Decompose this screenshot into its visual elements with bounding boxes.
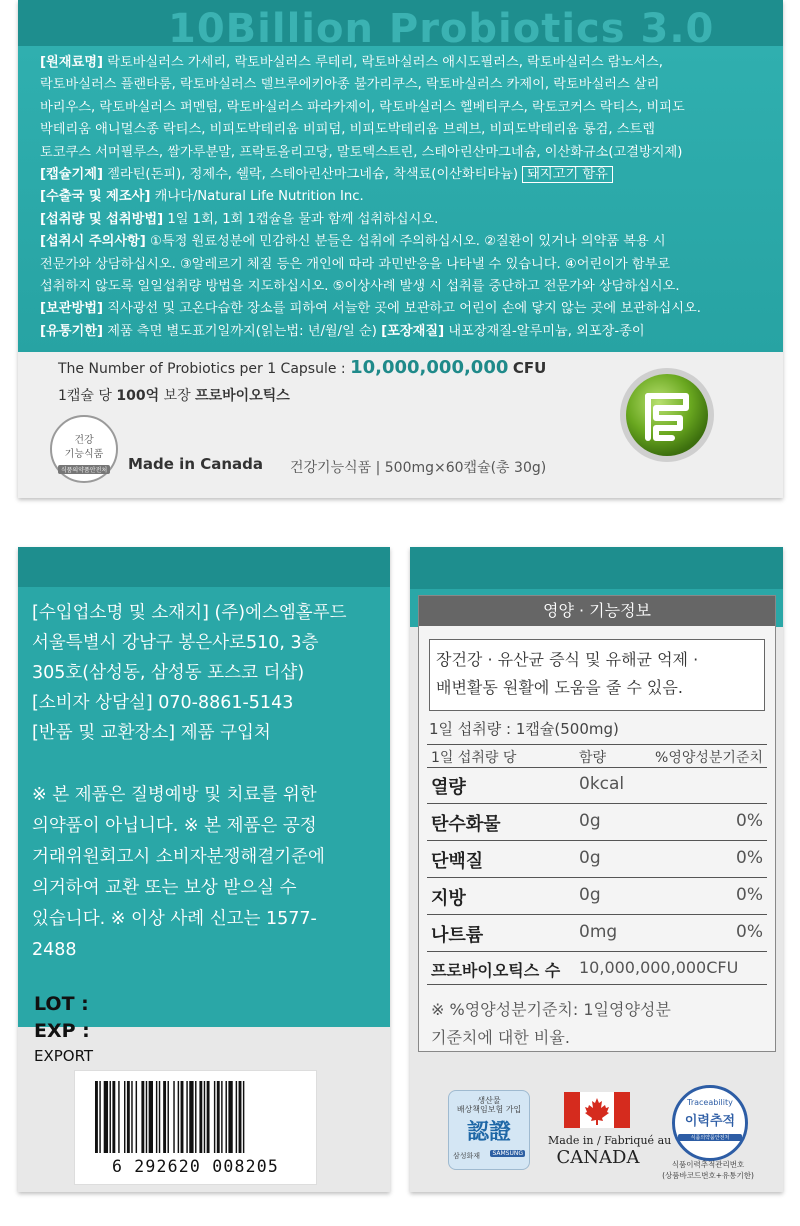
raw-line-3: 바리우스, 락토바실러스 퍼멘텀, 락토바실러스 파라카제이, 락토바실러스 헬베티쿠스, 락토코커스 락티스, 비피도 — [40, 99, 685, 115]
importer-side-panel — [18, 547, 390, 1192]
package-info: 건강기능식품 | 500mg×60캡슐(총 30g) — [290, 460, 547, 476]
table-header-row — [427, 744, 767, 768]
barcode — [74, 1070, 317, 1185]
raw-line-2: 락토바실러스 플랜타룸, 락토바실러스 델브루에키아종 불가리쿠스, 락토바실러스 카제이, 락토바실러스 살리 — [40, 77, 660, 93]
caution-line-3: 섭취하지 않도록 일일섭취량 방법을 지도하십시오. ⑤이상사례 발생 시 섭취를 중단하고 전문가와 상담하십시오. — [40, 279, 680, 295]
insurance-main: 認證 — [466, 1120, 511, 1145]
packaging-text: 내포장재질-알루미늄, 외포장-종이 — [448, 323, 645, 339]
footnote — [431, 996, 765, 1052]
expiry-label: [유통기한] — [40, 323, 104, 339]
storage-text: 직사광선 및 고온다습한 장소를 피하여 서늘한 곳에 보관하고 어린이 손에 닿지 않는 곳에 보관하십시오. — [107, 301, 701, 317]
storage-label: [보관방법] — [40, 301, 104, 317]
origin-text: 캐나다/Natural Life Nutrition Inc. — [154, 189, 364, 205]
badge-line-2: 기능식품 — [64, 449, 104, 460]
intestine-icon — [618, 366, 716, 464]
row-name: 탄수화물 — [431, 814, 501, 835]
table-row — [427, 915, 767, 952]
footnote-line-2: 기준치에 대한 비율. — [431, 1028, 570, 1047]
badge-line-3: 식품의약품안전처 — [58, 465, 110, 474]
function-claim — [436, 646, 760, 702]
caution-line-2: 전문가와 상담하십시오. ③알레르기 체질 등은 개인에 따라 과민반응을 나타낼 수 있습니다. ④어린이가 함부로 — [40, 256, 671, 272]
kr-cfu-pre: 1캡슐 당 — [58, 388, 112, 404]
table-row — [427, 767, 767, 804]
row-percent: 0% — [736, 811, 763, 831]
caution-label: [섭취시 주의사항] — [40, 234, 146, 250]
address-line-1: 서울특별시 강남구 봉은사로510, 3층 — [32, 633, 319, 653]
cfu-statement — [58, 357, 546, 378]
header-per-day: 1일 섭취량 당 — [431, 750, 517, 766]
row-amount: 0kcal — [579, 774, 625, 794]
korean-cfu-statement — [58, 385, 290, 405]
intake-text: 1일 1회, 1회 1캡슐을 물과 함께 섭취하십시오. — [167, 211, 439, 227]
ingredients-block — [40, 52, 770, 343]
cfu-value: 10,000,000,000 — [350, 357, 509, 378]
top-title-band — [18, 0, 783, 46]
intake-label: [섭취량 및 섭취방법] — [40, 211, 164, 227]
function-line-2: 배변활동 원활에 도움을 줄 수 있음. — [436, 678, 683, 697]
notice-line-6: 2488 — [32, 940, 77, 960]
probiotic-amount: 10,000,000,000CFU — [579, 958, 739, 977]
row-amount: 0g — [579, 811, 601, 831]
pork-notice: 돼지고기 함유 — [522, 166, 613, 183]
export-label: EXPORT — [34, 1047, 94, 1065]
nutrition-header: 영양 · 기능정보 — [419, 596, 775, 626]
trace-en: Traceability — [687, 1098, 733, 1107]
notice-line-4: 의거하여 교환 또는 보상 받으실 수 — [32, 878, 297, 898]
packaging-label: [포장재질] — [381, 323, 445, 339]
probiotic-name: 프로바이오틱스 수 — [431, 961, 561, 980]
kr-cfu-mid: 보장 — [163, 388, 191, 404]
serving-size: 1일 섭취량 : 1캡슐(500mg) — [429, 720, 619, 738]
footnote-line-1: ※ %영양성분기준치: 1일영양성분 — [431, 1000, 671, 1019]
lot-label: LOT : — [34, 993, 89, 1015]
address-line-2: 305호(삼성동, 삼성동 포스코 더샵) — [32, 663, 305, 683]
row-amount: 0g — [579, 885, 601, 905]
notice-line-5: 있습니다. ※ 이상 사례 신고는 1577- — [32, 909, 317, 929]
nutrition-facts-box — [418, 595, 776, 1052]
header-percent: %영양성분기준치 — [655, 750, 763, 766]
row-amount: 0g — [579, 848, 601, 868]
right-top-band — [410, 547, 783, 589]
traceability-badge-icon — [672, 1085, 748, 1161]
importer-name: (주)에스엠홀푸드 — [214, 603, 347, 623]
insurance-right: SAMSUNG — [492, 1150, 523, 1157]
trace-kr: 이력추적 — [684, 1114, 736, 1129]
raw-line-1: 락토바실러스 가세리, 락토바실러스 루테리, 락토바실러스 애시도필러스, 락토바실러스 람노서스, — [107, 55, 663, 70]
raw-line-4: 박테리움 애니멀스종 락티스, 비피도박테리움 비피덤, 비피도박테리움 브레브, 비피도박테리움 롱검, 스트렙 — [40, 122, 656, 138]
band-title: 10Billion Probiotics 3.0 — [168, 6, 715, 46]
kr-cfu-post: 프로바이오틱스 — [195, 388, 290, 404]
cfu-label: The Number of Probiotics per 1 Capsule : — [58, 361, 346, 377]
row-percent: 0% — [736, 885, 763, 905]
origin-label: [수출국 및 제조사] — [40, 189, 151, 205]
header-amount: 함량 — [579, 750, 607, 766]
made-in-canada-line-1: Made in / Fabriqué au — [548, 1134, 672, 1147]
row-amount: 0mg — [579, 922, 618, 942]
raw-label: [원재료명] — [40, 55, 104, 70]
raw-line-5: 토코쿠스 서머필루스, 쌀가루분말, 프락토올리고당, 말토덱스트린, 스테아린산마그네슘, 이산화규소(고결방지제) — [40, 144, 683, 160]
trace-line-2: (상품바코드번호+유통기한) — [662, 1171, 754, 1180]
insurance-top — [449, 1096, 529, 1114]
consumer-phone: 070-8861-5143 — [158, 693, 294, 713]
trace-sub: 식품의약품안전처 — [678, 1134, 742, 1141]
row-percent: 0% — [736, 922, 763, 942]
return-text: 제품 구입처 — [180, 723, 271, 743]
row-name: 나트륨 — [431, 925, 484, 946]
liability-insurance-badge-icon — [448, 1090, 530, 1170]
barcode-number: 6 292620 008205 — [111, 1157, 279, 1176]
left-top-band — [18, 547, 390, 587]
capsule-label: [캡슐기제] — [40, 167, 104, 183]
made-in-label: Made in Canada — [128, 455, 264, 473]
insurance-left: 삼성화재 — [453, 1152, 481, 1160]
badge-line-1: 건강 — [74, 435, 94, 446]
row-name: 지방 — [431, 888, 466, 909]
made-in-canada-line-2: CANADA — [556, 1147, 640, 1168]
nutrition-side-panel — [410, 547, 783, 1192]
capsule-text: 젤라틴(돈피), 정제수, 쉘락, 스테아린산마그네슘, 착색료(이산화티타늄) — [107, 167, 519, 183]
table-row — [427, 804, 767, 841]
expiry-text: 제품 측면 별도표기일까지(읽는법: 년/월/일 순) — [107, 323, 377, 339]
canada-flag-icon — [564, 1092, 630, 1128]
caution-line-1: ①특정 원료성분에 민감하신 분들은 섭취에 주의하십시오. ②질환이 있거나 의약품 복용 시 — [150, 234, 666, 250]
notice-line-3: 거래위원회고시 소비자분쟁해결기준에 — [32, 847, 325, 867]
row-name: 단백질 — [431, 851, 484, 872]
function-claim-box — [429, 639, 765, 711]
kr-cfu-bold: 100억 — [116, 388, 160, 404]
importer-block — [32, 598, 382, 748]
trace-line-1: 식품이력추적관리번호 — [671, 1160, 745, 1169]
function-line-1: 장건강 · 유산균 증식 및 유해균 억제 · — [436, 650, 699, 669]
barcode-bars — [93, 1081, 298, 1153]
insurance-line-1: 생산물 — [477, 1096, 501, 1105]
table-row — [427, 841, 767, 878]
consumer-label: [소비자 상담실] — [32, 693, 153, 713]
table-row — [427, 878, 767, 915]
notice-line-1: ※ 본 제품은 질병예방 및 치료를 위한 — [32, 785, 317, 805]
row-percent: 0% — [736, 848, 763, 868]
return-label: [반품 및 교환장소] — [32, 723, 176, 743]
product-label-top-panel — [18, 0, 783, 498]
probiotic-row — [427, 952, 767, 985]
row-name: 열량 — [431, 777, 466, 798]
notice-line-2: 의약품이 아닙니다. ※ 본 제품은 공정 — [32, 816, 317, 836]
notice-block — [32, 780, 382, 966]
importer-label: [수입업소명 및 소재지] — [32, 603, 209, 623]
health-functional-food-badge-icon — [50, 415, 118, 483]
insurance-line-2: 배상책임보험 가입 — [456, 1105, 522, 1114]
cfu-unit: CFU — [512, 359, 547, 377]
exp-label: EXP : — [34, 1020, 90, 1042]
